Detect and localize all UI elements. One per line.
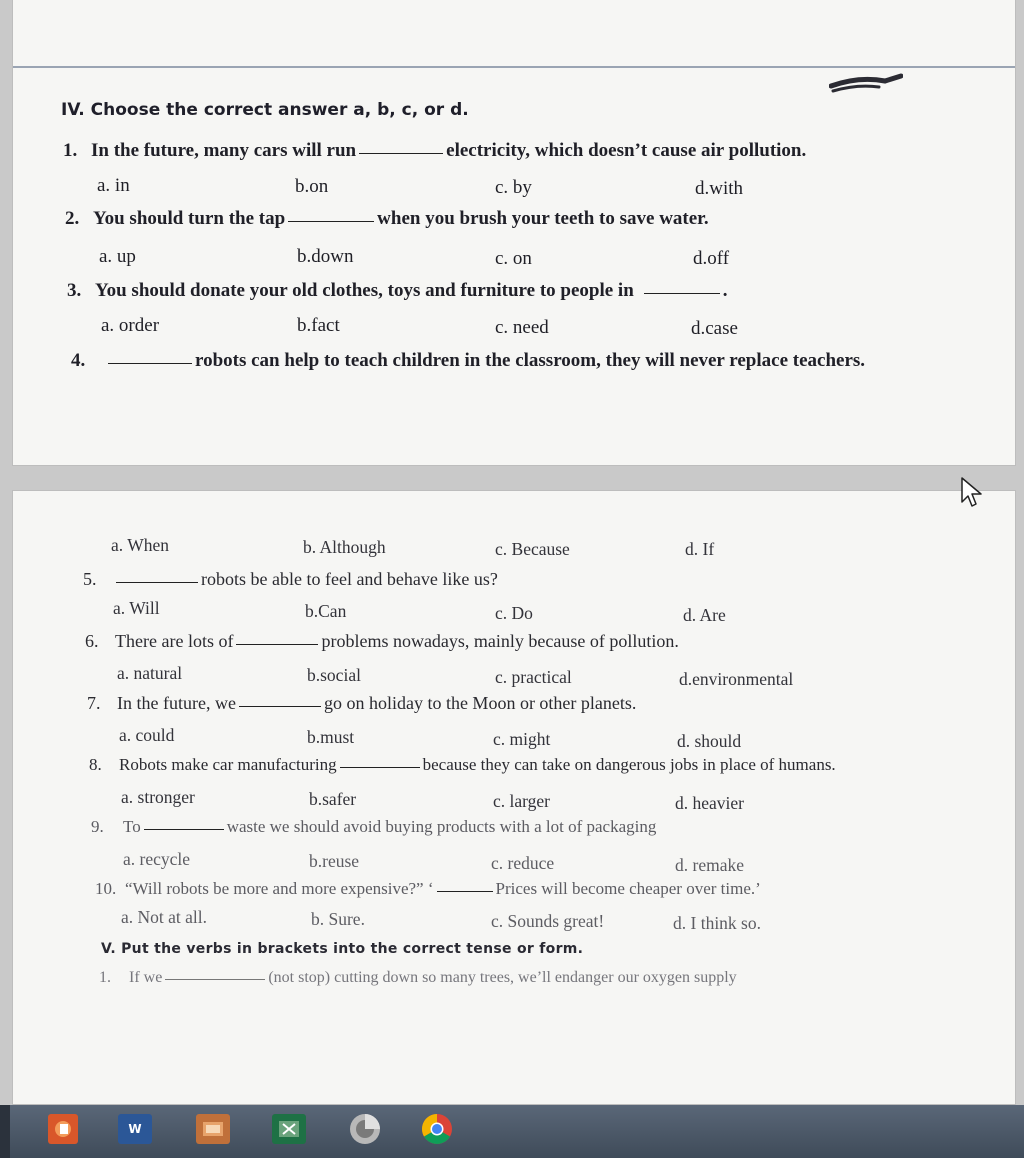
option-3c[interactable]: c. need xyxy=(495,317,549,338)
question-8: 8. Robots make car manufacturing because they can take on dangerous jobs in place of humans. xyxy=(89,755,836,774)
question-1: 1. In the future, many cars will run electricity, which doesn’t cause air pollution. xyxy=(63,140,807,161)
option-6d[interactable]: d.environmental xyxy=(679,669,794,689)
answer-blank[interactable] xyxy=(288,220,374,222)
option-9a[interactable]: a. recycle xyxy=(123,849,191,869)
option-8b[interactable]: b.safer xyxy=(309,789,357,809)
option-5d[interactable]: d. Are xyxy=(683,605,726,625)
section-iv-heading: IV. Choose the correct answer a, b, c, or d. xyxy=(61,100,469,120)
answer-blank[interactable] xyxy=(236,643,318,645)
option-8c[interactable]: c. larger xyxy=(493,791,551,811)
question-4: 4. robots can help to teach children in the classroom, they will never replace teachers. xyxy=(71,350,866,371)
start-button[interactable] xyxy=(0,1105,10,1158)
document-page-bottom xyxy=(12,490,1016,1105)
answer-blank[interactable] xyxy=(239,705,321,707)
option-3d[interactable]: d.case xyxy=(691,318,738,339)
question-6: 6. There are lots of problems nowadays, mainly because of pollution. xyxy=(85,631,679,651)
option-1a[interactable]: a. in xyxy=(97,175,130,196)
option-4c[interactable]: c. Because xyxy=(495,539,570,559)
option-7d[interactable]: d. should xyxy=(677,731,742,751)
option-4b[interactable]: b. Although xyxy=(303,537,386,557)
option-10c[interactable]: c. Sounds great! xyxy=(491,911,605,931)
option-2c[interactable]: c. on xyxy=(495,248,532,269)
answer-blank[interactable] xyxy=(116,581,198,583)
mouse-cursor-icon xyxy=(960,476,984,508)
photos-icon[interactable] xyxy=(348,1114,382,1144)
answer-blank[interactable] xyxy=(108,362,192,364)
answer-blank[interactable] xyxy=(340,766,420,768)
option-5c[interactable]: c. Do xyxy=(495,603,533,623)
option-9b[interactable]: b.reuse xyxy=(309,851,360,871)
question-3: 3. You should donate your old clothes, toys and furniture to people in . xyxy=(67,280,728,301)
option-1d[interactable]: d.with xyxy=(695,178,744,199)
option-7b[interactable]: b.must xyxy=(307,727,355,747)
question-9: 9. To waste we should avoid buying products with a lot of packaging xyxy=(91,817,657,836)
publisher-icon[interactable] xyxy=(196,1114,230,1144)
answer-blank[interactable] xyxy=(144,828,224,830)
presentation-icon[interactable] xyxy=(48,1114,78,1144)
option-6c[interactable]: c. practical xyxy=(495,667,572,687)
option-9d[interactable]: d. remake xyxy=(675,855,744,875)
option-5b[interactable]: b.Can xyxy=(305,601,347,621)
answer-blank[interactable] xyxy=(644,292,720,294)
question-7: 7. In the future, we go on holiday to the Moon or other planets. xyxy=(87,693,637,713)
option-3b[interactable]: b.fact xyxy=(297,315,340,336)
option-10d[interactable]: d. I think so. xyxy=(673,913,761,933)
option-2b[interactable]: b.down xyxy=(297,246,354,267)
option-10a[interactable]: a. Not at all. xyxy=(121,907,208,927)
option-4d[interactable]: d. If xyxy=(685,539,715,559)
taskbar xyxy=(0,1105,1024,1158)
answer-blank[interactable] xyxy=(165,978,265,980)
question-10: 10. “Will robots be more and more expensive?” ‘ Prices will become cheaper over time.’ xyxy=(95,879,761,898)
question-2: 2. You should turn the tap when you brush your teeth to save water. xyxy=(65,208,709,229)
option-4a[interactable]: a. When xyxy=(111,535,169,555)
section-v-heading: V. Put the verbs in brackets into the correct tense or form. xyxy=(101,941,584,957)
ink-mark-decoration xyxy=(829,72,903,94)
option-6b[interactable]: b.social xyxy=(307,665,361,685)
option-10b[interactable]: b. Sure. xyxy=(311,909,365,929)
page-top-rule xyxy=(13,66,1015,68)
question-5: 5. robots be able to feel and behave like us? xyxy=(83,569,498,589)
option-6a[interactable]: a. natural xyxy=(117,663,183,683)
section-v-question-1: 1. If we (not stop) cutting down so many trees, we’ll endanger our oxygen supply xyxy=(99,969,737,986)
option-1c[interactable]: c. by xyxy=(495,177,532,198)
document-page-top xyxy=(12,0,1016,466)
chrome-icon[interactable] xyxy=(420,1114,454,1144)
option-8d[interactable]: d. heavier xyxy=(675,793,744,813)
option-2a[interactable]: a. up xyxy=(99,246,136,267)
excel-icon[interactable] xyxy=(272,1114,306,1144)
option-7c[interactable]: c. might xyxy=(493,729,551,749)
word-icon[interactable]: W xyxy=(118,1114,152,1144)
answer-blank[interactable] xyxy=(359,152,443,154)
option-3a[interactable]: a. order xyxy=(101,315,160,336)
answer-blank[interactable] xyxy=(437,890,493,892)
option-9c[interactable]: c. reduce xyxy=(491,853,555,873)
option-8a[interactable]: a. stronger xyxy=(121,787,195,807)
option-5a[interactable]: a. Will xyxy=(113,598,160,618)
option-7a[interactable]: a. could xyxy=(119,725,175,745)
option-2d[interactable]: d.off xyxy=(693,248,730,269)
option-1b[interactable]: b.on xyxy=(295,176,329,197)
